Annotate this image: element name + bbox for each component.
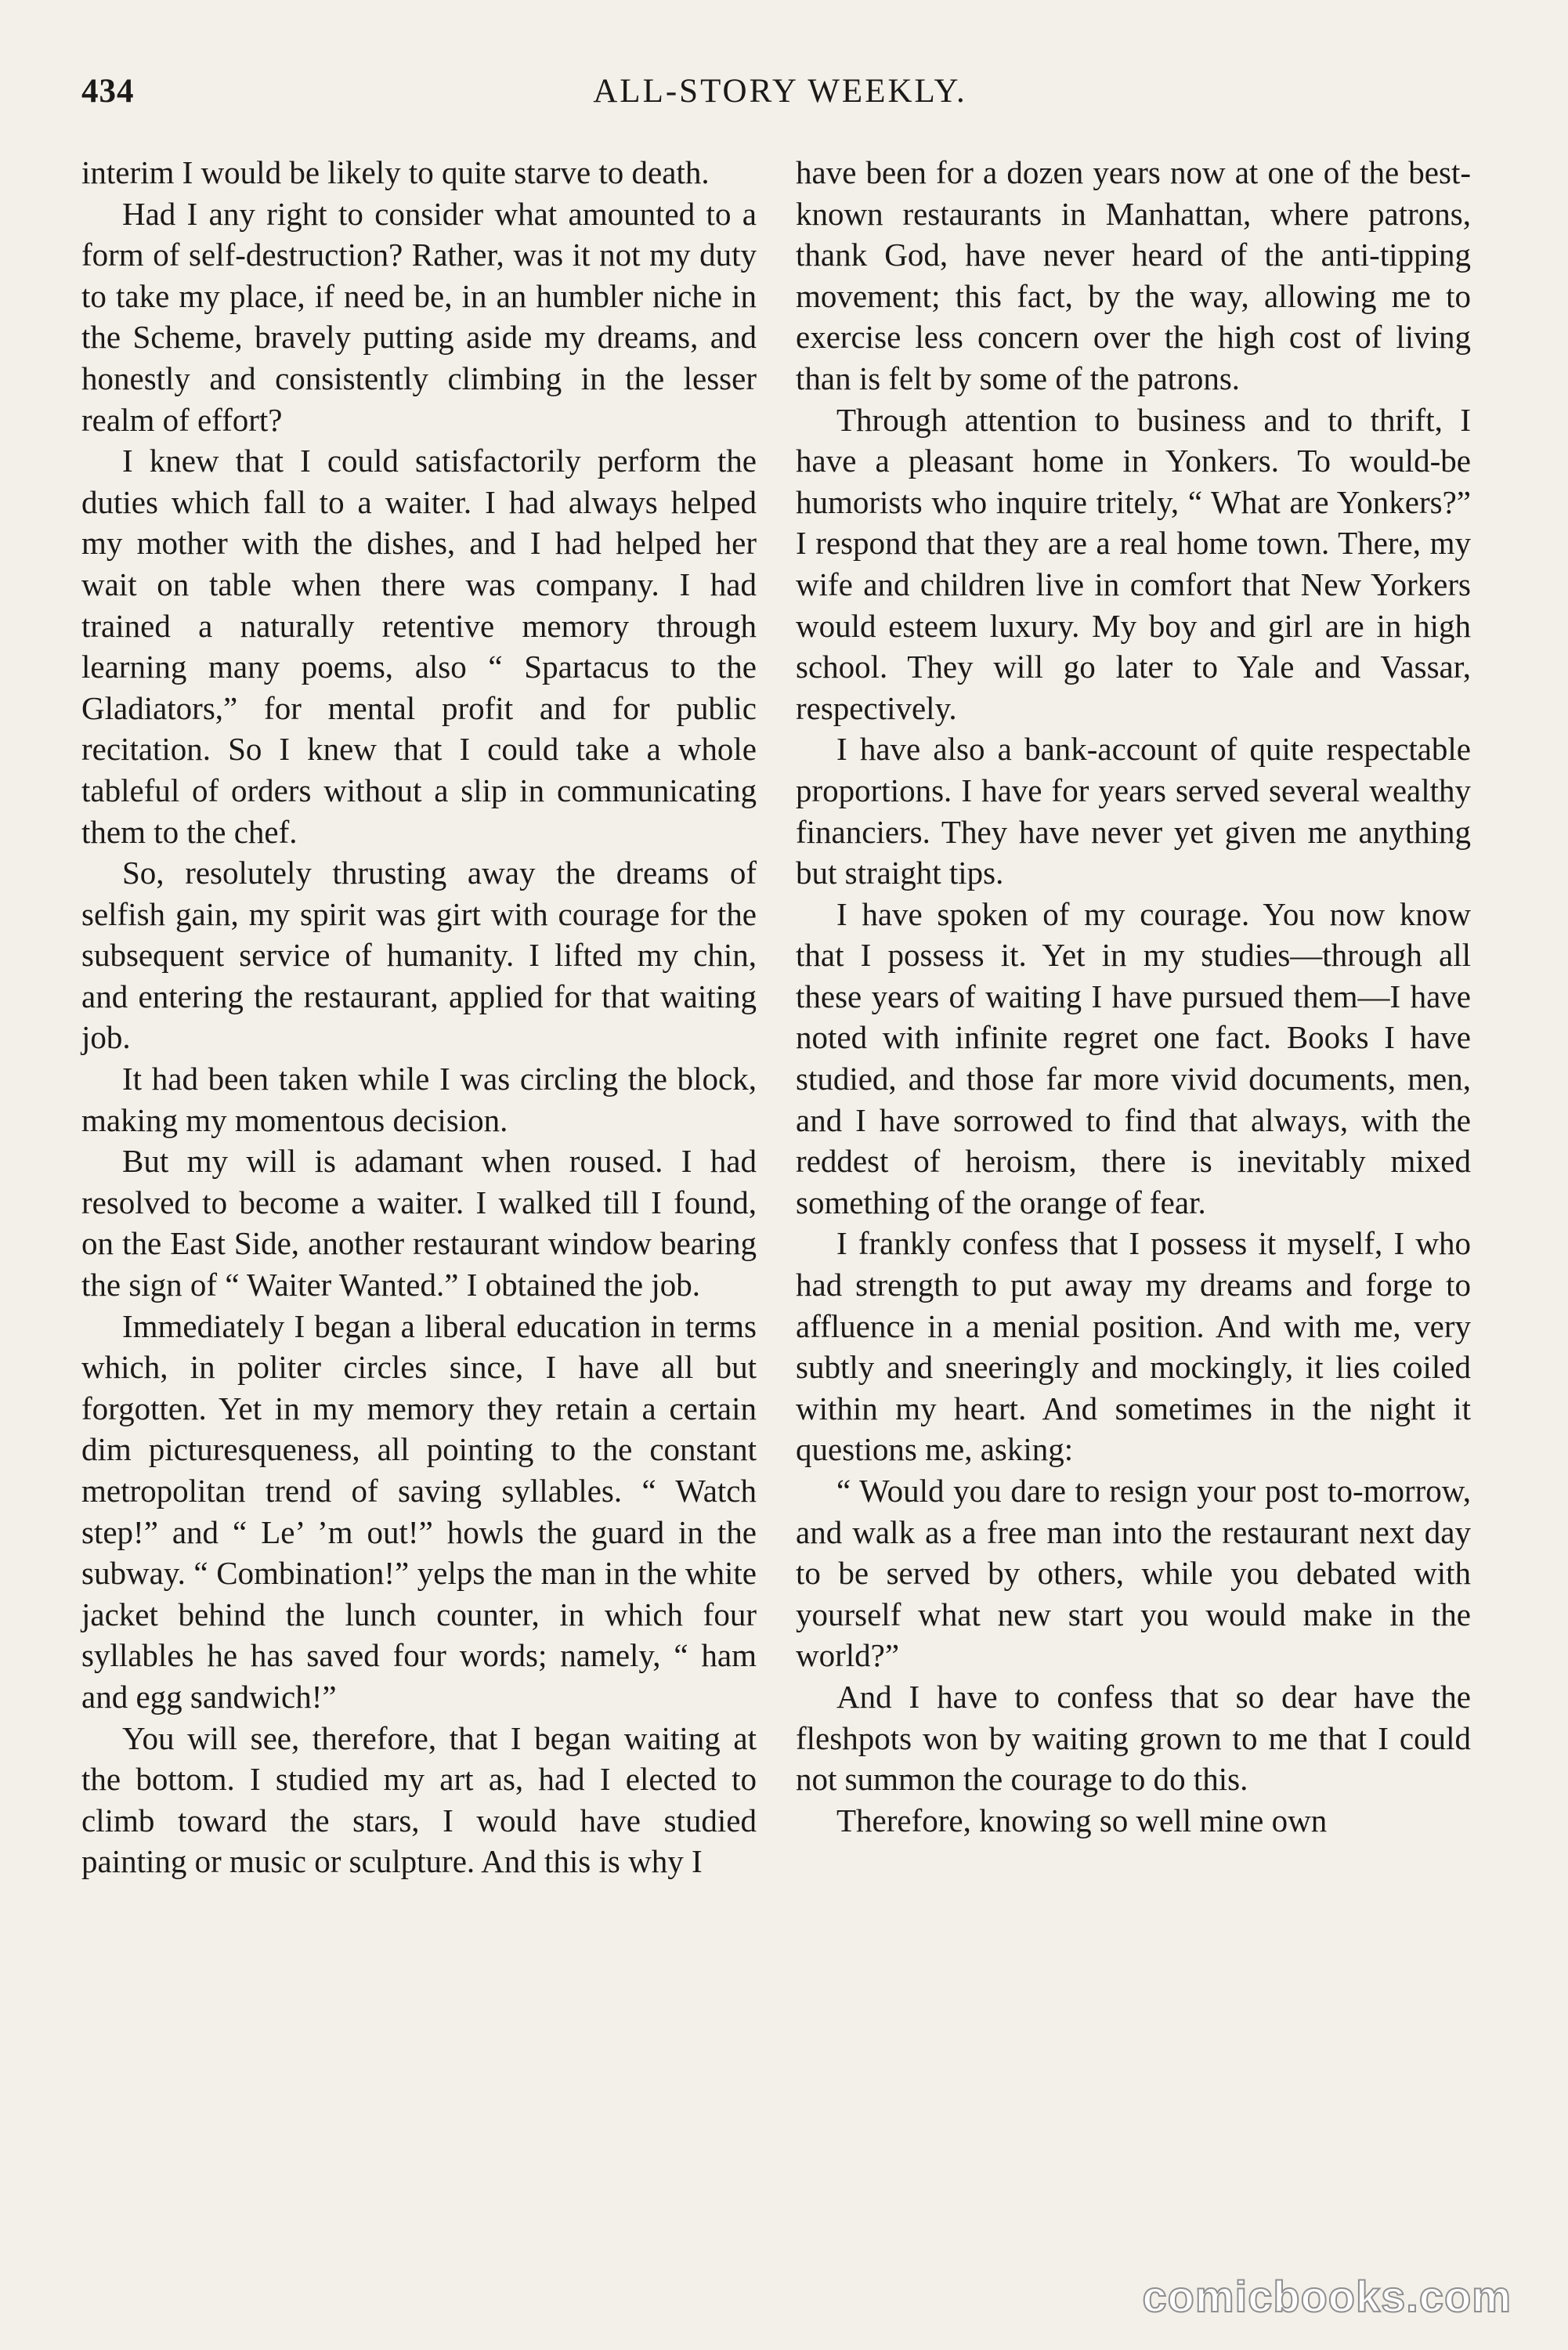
running-head xyxy=(81,72,1479,119)
paragraph: It had been taken while I was circling the block, making my momentous decision. xyxy=(81,1061,757,1138)
paragraph: have been for a dozen years now at one of the best-known restaurants in Manhattan, where patrons, thank God, have never heard of the anti-tipping movement; this fact, by the way, allowing me to exercise less concern over the high cost of living than is felt by some of the patrons. xyxy=(796,154,1471,396)
paragraph: Had I any right to consider what amounted to a form of self-destruction? Rather, was it not my duty to take my place, if need be, in an humbler niche in the Scheme, bravely putting aside my dreams, and honestly and consistently climbing in the lesser realm of effort? xyxy=(81,195,757,438)
paragraph: And I have to confess that so dear have the fleshpots won by waiting grown to me that I could not summon the courage to do this. xyxy=(796,1678,1471,1798)
right-column xyxy=(796,152,1471,1841)
paragraph: Through attention to business and to thrift, I have a pleasant home in Yonkers. To would-be humorists who inquire tritely, “ What are Yonkers?” I respond that they are a real home town. There, my wife and children live in comfort that New Yorkers would esteem luxury. My boy and girl are in high school. They will go later to Yale and Vassar, respectively. xyxy=(796,401,1471,726)
paragraph: But my will is adamant when roused. I had resolved to become a waiter. I walked till I found, on the East Side, another restaurant window bearing the sign of “ Waiter Wanted.” I obtained the job. xyxy=(81,1143,757,1303)
paragraph: I have also a bank-account of quite respectable proportions. I have for years served several wealthy financiers. They have never yet given me anything but straight tips. xyxy=(796,731,1471,891)
paragraph: “ Would you dare to resign your post to-morrow, and walk as a free man into the restaurant next day to be served by others, while you debated with yourself what new start you would make in the world?” xyxy=(796,1473,1471,1674)
page-number: 434 xyxy=(81,73,135,110)
paragraph: I knew that I could satisfactorily perform the duties which fall to a waiter. I had always helped my mother with the dishes, and I had helped her wait on table when there was company. I had trained a naturally retentive memory through learning many poems, also “ Spartacus to the Gladiators,” for mental profit and for public recitation. So I knew that I could take a whole tableful of orders without a slip in communicating them to the chef. xyxy=(81,443,757,850)
paragraph: Immediately I began a liberal education in terms which, in politer circles since, I have all but forgotten. Yet in my memory they retain a certain dim picturesqueness, all pointing to the constant metropolitan trend of saving syllables. “ Watch step!” and “ Le’ ’m out!” howls the guard in the subway. “ Combination!” yelps the man in the white jacket behind the lunch counter, in which four syllables he has saved four words; namely, “ ham and egg sandwich!” xyxy=(81,1307,757,1715)
paragraph: interim I would be likely to quite starve to death. xyxy=(81,154,710,190)
paragraph: Therefore, knowing so well mine own xyxy=(836,1802,1328,1838)
left-column xyxy=(81,152,757,1882)
magazine-title: ALL-STORY WEEKLY. xyxy=(593,73,967,110)
paragraph: I frankly confess that I possess it myself, I who had strength to put away my dreams and forge to affluence in a menial position. And with me, very subtly and sneeringly and mockingly, it lies coiled within my heart. And sometimes in the night it questions me, asking: xyxy=(796,1225,1471,1468)
watermark: comicbooks.com xyxy=(1142,2272,1512,2321)
paragraph: You will see, therefore, that I began waiting at the bottom. I studied my art as, had I elected to climb toward the stars, I would have studied painting or music or sculpture. And this is why I xyxy=(81,1719,757,1880)
paragraph: I have spoken of my courage. You now know that I possess it. Yet in my studies—through all these years of waiting I have pursued them—I have noted with infinite regret one fact. Books I have studied, and those far more vivid documents, men, and I have sorrowed to find that always, with the reddest of heroism, there is inevitably mixed something of the orange of fear. xyxy=(796,895,1471,1220)
paragraph: So, resolutely thrusting away the dreams of selfish gain, my spirit was girt with courage for the subsequent service of humanity. I lifted my chin, and entering the restaurant, applied for that waiting job. xyxy=(81,855,757,1056)
